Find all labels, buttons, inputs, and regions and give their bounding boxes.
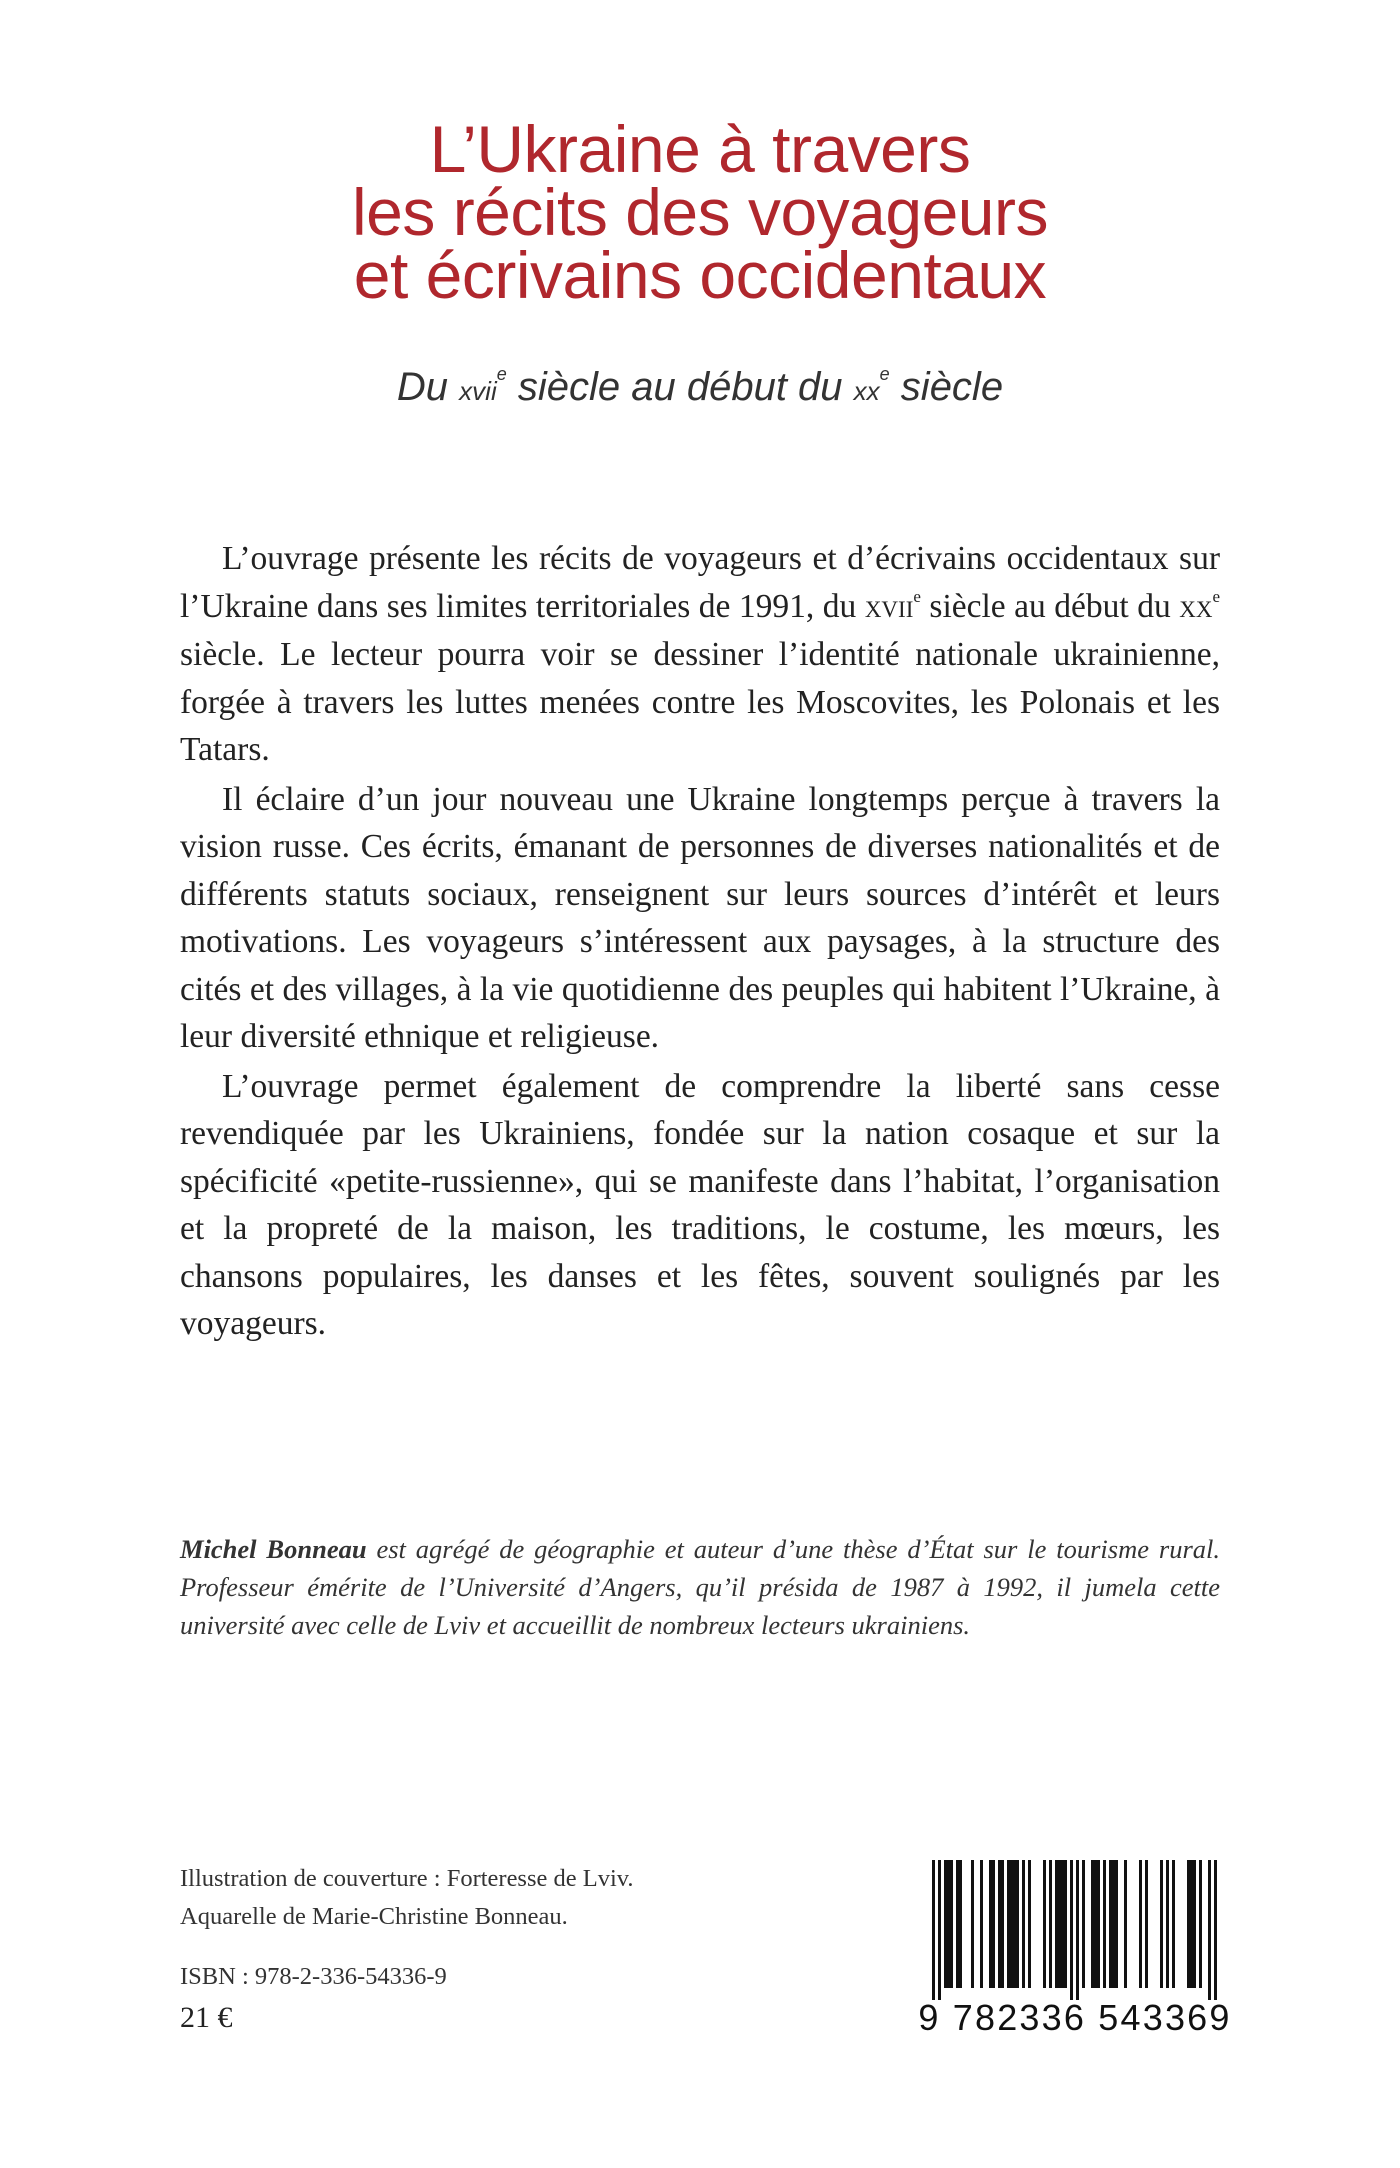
barcode-bar: [1109, 1860, 1112, 1988]
barcode-bar: [1208, 1860, 1211, 2000]
abstract-paragraph-3: L’ouvrage permet également de comprendre la liberté sans cesse revendiquée par les Ukrainiens, fondée sur la nation cosaque et sur la spécificité «petite-russienne», qui se manifeste dans l’habitat, l’organisation et la propreté de la maison, les traditions, le costume, les mœurs, les chansons populaires, les danses et les fêtes, souvent soulignés par les voyageurs.: [180, 1067, 1220, 1342]
barcode-bar: [1193, 1860, 1196, 1988]
book-subtitle: [0, 362, 1400, 416]
abstract-p1-century-1: xvii: [864, 588, 914, 625]
barcode-bar: [1172, 1860, 1175, 1988]
abstract-p1-a: L’ouvrage présente les récits de voyageurs et d’écrivains occidentaux sur l’Ukraine dans ses limites territoriales de 1991, du: [180, 540, 1220, 625]
barcode: [910, 1860, 1240, 2040]
subtitle-century-1: xvii: [459, 376, 497, 406]
abstract-p1-sup-2: e: [1212, 586, 1220, 606]
barcode-bar: [1160, 1860, 1163, 1988]
barcode-bar: [1049, 1860, 1052, 1988]
barcode-bar: [1199, 1860, 1202, 1988]
price: 21 €: [180, 2001, 233, 2034]
barcode-digits: 9 782336 543369: [918, 1997, 1232, 2038]
barcode-bar: [1097, 1860, 1100, 1988]
book-title: [0, 112, 1400, 312]
barcode-bar: [959, 1860, 962, 1988]
subtitle-century-2: xx: [853, 376, 880, 406]
author-bio-text: est agrégé de géographie et auteur d’une thèse d’État sur le tourisme rural. Professeur émérite de l’Université d’Angers, qu’il présida de 1987 à 1992, il jumela cette université avec celle de Lviv et accueillit de nombreux lecteurs ukrainiens.: [180, 1534, 1221, 1640]
abstract-paragraph-1: [180, 535, 1220, 774]
abstract-paragraph-2: Il éclaire d’un jour nouveau une Ukraine longtemps perçue à travers la vision russe. Ces écrits, émanant de personnes de diverses nationalités et de différents statuts sociaux, renseignent sur leurs sources d’intérêt et leurs motivations. Les voyageurs s’intéressent aux paysages, à la structure des cités et des villages, à la vie quotidienne des peuples qui habitent l’Ukraine, à leur diversité ethnique et religieuse.: [180, 780, 1220, 1055]
subtitle-sup-1: e: [496, 364, 507, 384]
cover-credits: [180, 1860, 740, 1936]
abstract-p1-sup-1: e: [913, 586, 921, 606]
barcode-bar: [1187, 1860, 1190, 1988]
barcode-bar: [1190, 1860, 1193, 1988]
barcode-bar: [1166, 1860, 1169, 1988]
barcode-bar: [932, 1860, 935, 2000]
barcode-bar: [1058, 1860, 1061, 1988]
barcode-bar: [1007, 1860, 1010, 1988]
barcode-bar: [1139, 1860, 1142, 1988]
barcode-bar: [992, 1860, 995, 1988]
barcode-bar: [944, 1860, 947, 1988]
barcode-bar: [1055, 1860, 1058, 1988]
barcode-bar: [1061, 1860, 1064, 1988]
barcode-bar: [989, 1860, 992, 1988]
title-line-2: les récits des voyageurs: [352, 175, 1048, 249]
barcode-bar: [1064, 1860, 1067, 1988]
barcode-bar: [971, 1860, 974, 1988]
abstract-p1-century-2: xx: [1179, 588, 1213, 625]
barcode-bar: [1022, 1860, 1025, 1988]
author-name: Michel Bonneau: [180, 1534, 367, 1564]
subtitle-part-2: siècle au début du: [506, 365, 854, 409]
barcode-bar: [1001, 1860, 1004, 1988]
barcode-bar: [938, 1860, 941, 2000]
title-line-3: et écrivains occidentaux: [353, 238, 1047, 312]
barcode-bar: [956, 1860, 959, 1988]
barcode-bar: [1091, 1860, 1094, 1988]
barcode-bar: [1016, 1860, 1019, 1988]
barcode-bar: [1094, 1860, 1097, 1988]
abstract-p1-c: siècle. Le lecteur pourra voir se dessiner l’identité nationale ukrainienne, forgée à travers les luttes menées contre les Moscovites, les Polonais et les Tatars.: [180, 636, 1220, 768]
barcode-bar: [1076, 1860, 1079, 2000]
subtitle-sup-2: e: [879, 364, 890, 384]
barcode-bar: [1145, 1860, 1148, 1988]
barcode-bar: [1010, 1860, 1013, 1988]
subtitle-part-3: siècle: [889, 365, 1004, 409]
barcode-bar: [1115, 1860, 1118, 1988]
author-bio: [180, 1530, 1220, 1644]
barcode-bar: [980, 1860, 983, 1988]
barcode-bar: [1112, 1860, 1115, 1988]
barcode-bar: [1124, 1860, 1127, 1988]
barcode-bar: [1082, 1860, 1085, 1988]
barcode-bar: [1103, 1860, 1106, 1988]
barcode-bar: [1214, 1860, 1217, 2000]
isbn: ISBN : 978-2-336-54336-9: [180, 1963, 447, 1990]
barcode-bar: [1043, 1860, 1046, 1988]
credits-line-1: Illustration de couverture : Forteresse de Lviv.: [180, 1865, 634, 1892]
abstract-p1-b: siècle au début du: [920, 587, 1180, 625]
barcode-bar: [998, 1860, 1001, 1988]
barcode-bar: [950, 1860, 953, 1988]
barcode-bar: [947, 1860, 950, 1988]
book-abstract: [180, 535, 1220, 1350]
credits-line-2: Aquarelle de Marie-Christine Bonneau.: [180, 1903, 568, 1930]
barcode-bars: [910, 1860, 1240, 2000]
barcode-bar: [1028, 1860, 1031, 1988]
title-line-1: L’Ukraine à travers: [429, 112, 971, 186]
subtitle-part-1: Du: [396, 365, 460, 409]
barcode-bar: [1013, 1860, 1016, 1988]
barcode-bar: [1070, 1860, 1073, 2000]
